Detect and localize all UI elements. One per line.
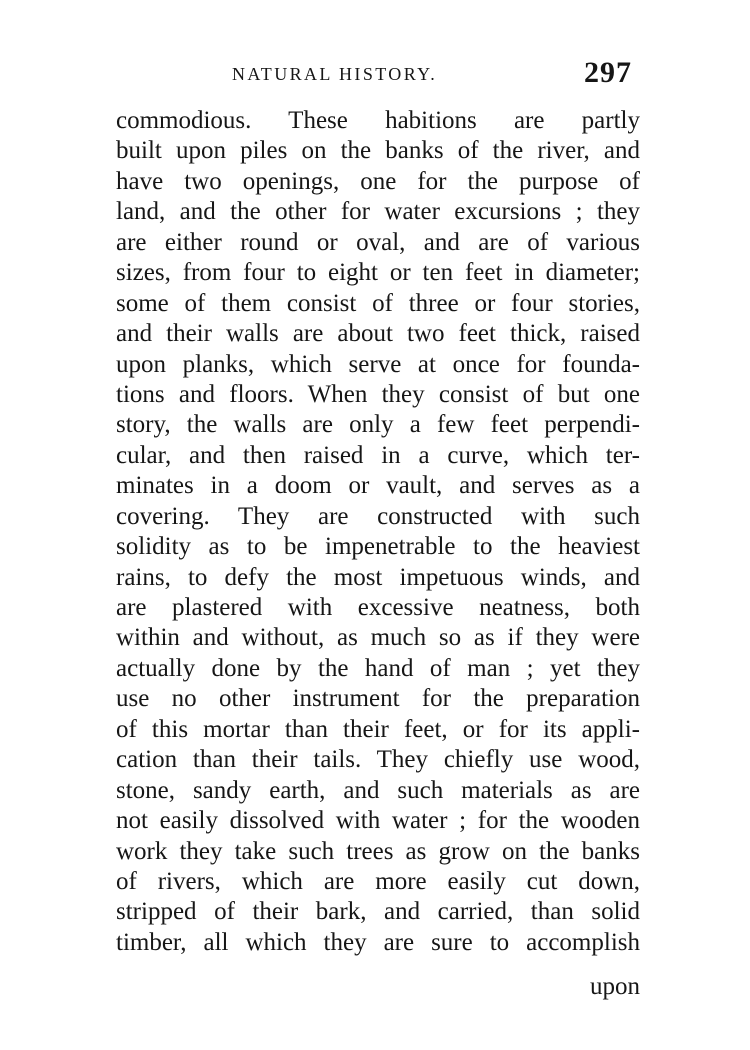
text-line: stone, sandy earth, and such materials as are (116, 776, 640, 804)
text-line: story, the walls are only a few feet perpendi- (116, 411, 640, 439)
text-line: some of them consist of three or four stories, (116, 289, 640, 317)
text-line: rains, to defy the most impetuous winds, and (116, 563, 640, 591)
text-line: commodious. These habitions are partly (116, 107, 640, 134)
text-line: solidity as to be impenetrable to the heaviest (116, 533, 640, 561)
text-line: have two openings, one for the purpose of (116, 167, 640, 195)
text-line: of rivers, which are more easily cut down, (116, 867, 640, 895)
text-line: and their walls are about two feet thick, raised (116, 320, 640, 348)
body-text (116, 106, 640, 958)
text-line: covering. They are constructed with such (116, 502, 640, 530)
text-line: sizes, from four to eight or ten feet in diameter; (116, 259, 640, 287)
catchword: upon (590, 973, 640, 1000)
text-line: built upon piles on the banks of the river, and (116, 137, 640, 165)
text-line: use no other instrument for the preparation (116, 685, 640, 713)
text-line: tions and floors. When they consist of but one (116, 380, 640, 408)
text-line: upon planks, which serve at once for founda- (116, 350, 640, 378)
text-line: land, and the other for water excursions ; they (116, 198, 640, 226)
page-number: 297 (584, 56, 632, 89)
text-line: stripped of their bark, and carried, than solid (116, 898, 640, 926)
running-title: NATURAL HISTORY. (232, 64, 438, 84)
text-line: not easily dissolved with water ; for the wooden (116, 807, 640, 835)
text-line: actually done by the hand of man ; yet they (116, 654, 640, 682)
text-line: are plastered with excessive neatness, both (116, 594, 640, 621)
text-line: within and without, as much so as if they were (116, 624, 640, 652)
text-line: timber, all which they are sure to accomplish (116, 928, 640, 956)
text-line: of this mortar than their feet, or for its appli- (116, 715, 640, 743)
text-line: cular, and then raised in a curve, which ter- (116, 441, 640, 469)
text-line: minates in a doom or vault, and serves as a (116, 472, 640, 500)
text-line: work they take such trees as grow on the banks (116, 837, 640, 865)
text-line: cation than their tails. They chiefly use wood, (116, 746, 640, 774)
text-line: are either round or oval, and are of various (116, 228, 640, 256)
